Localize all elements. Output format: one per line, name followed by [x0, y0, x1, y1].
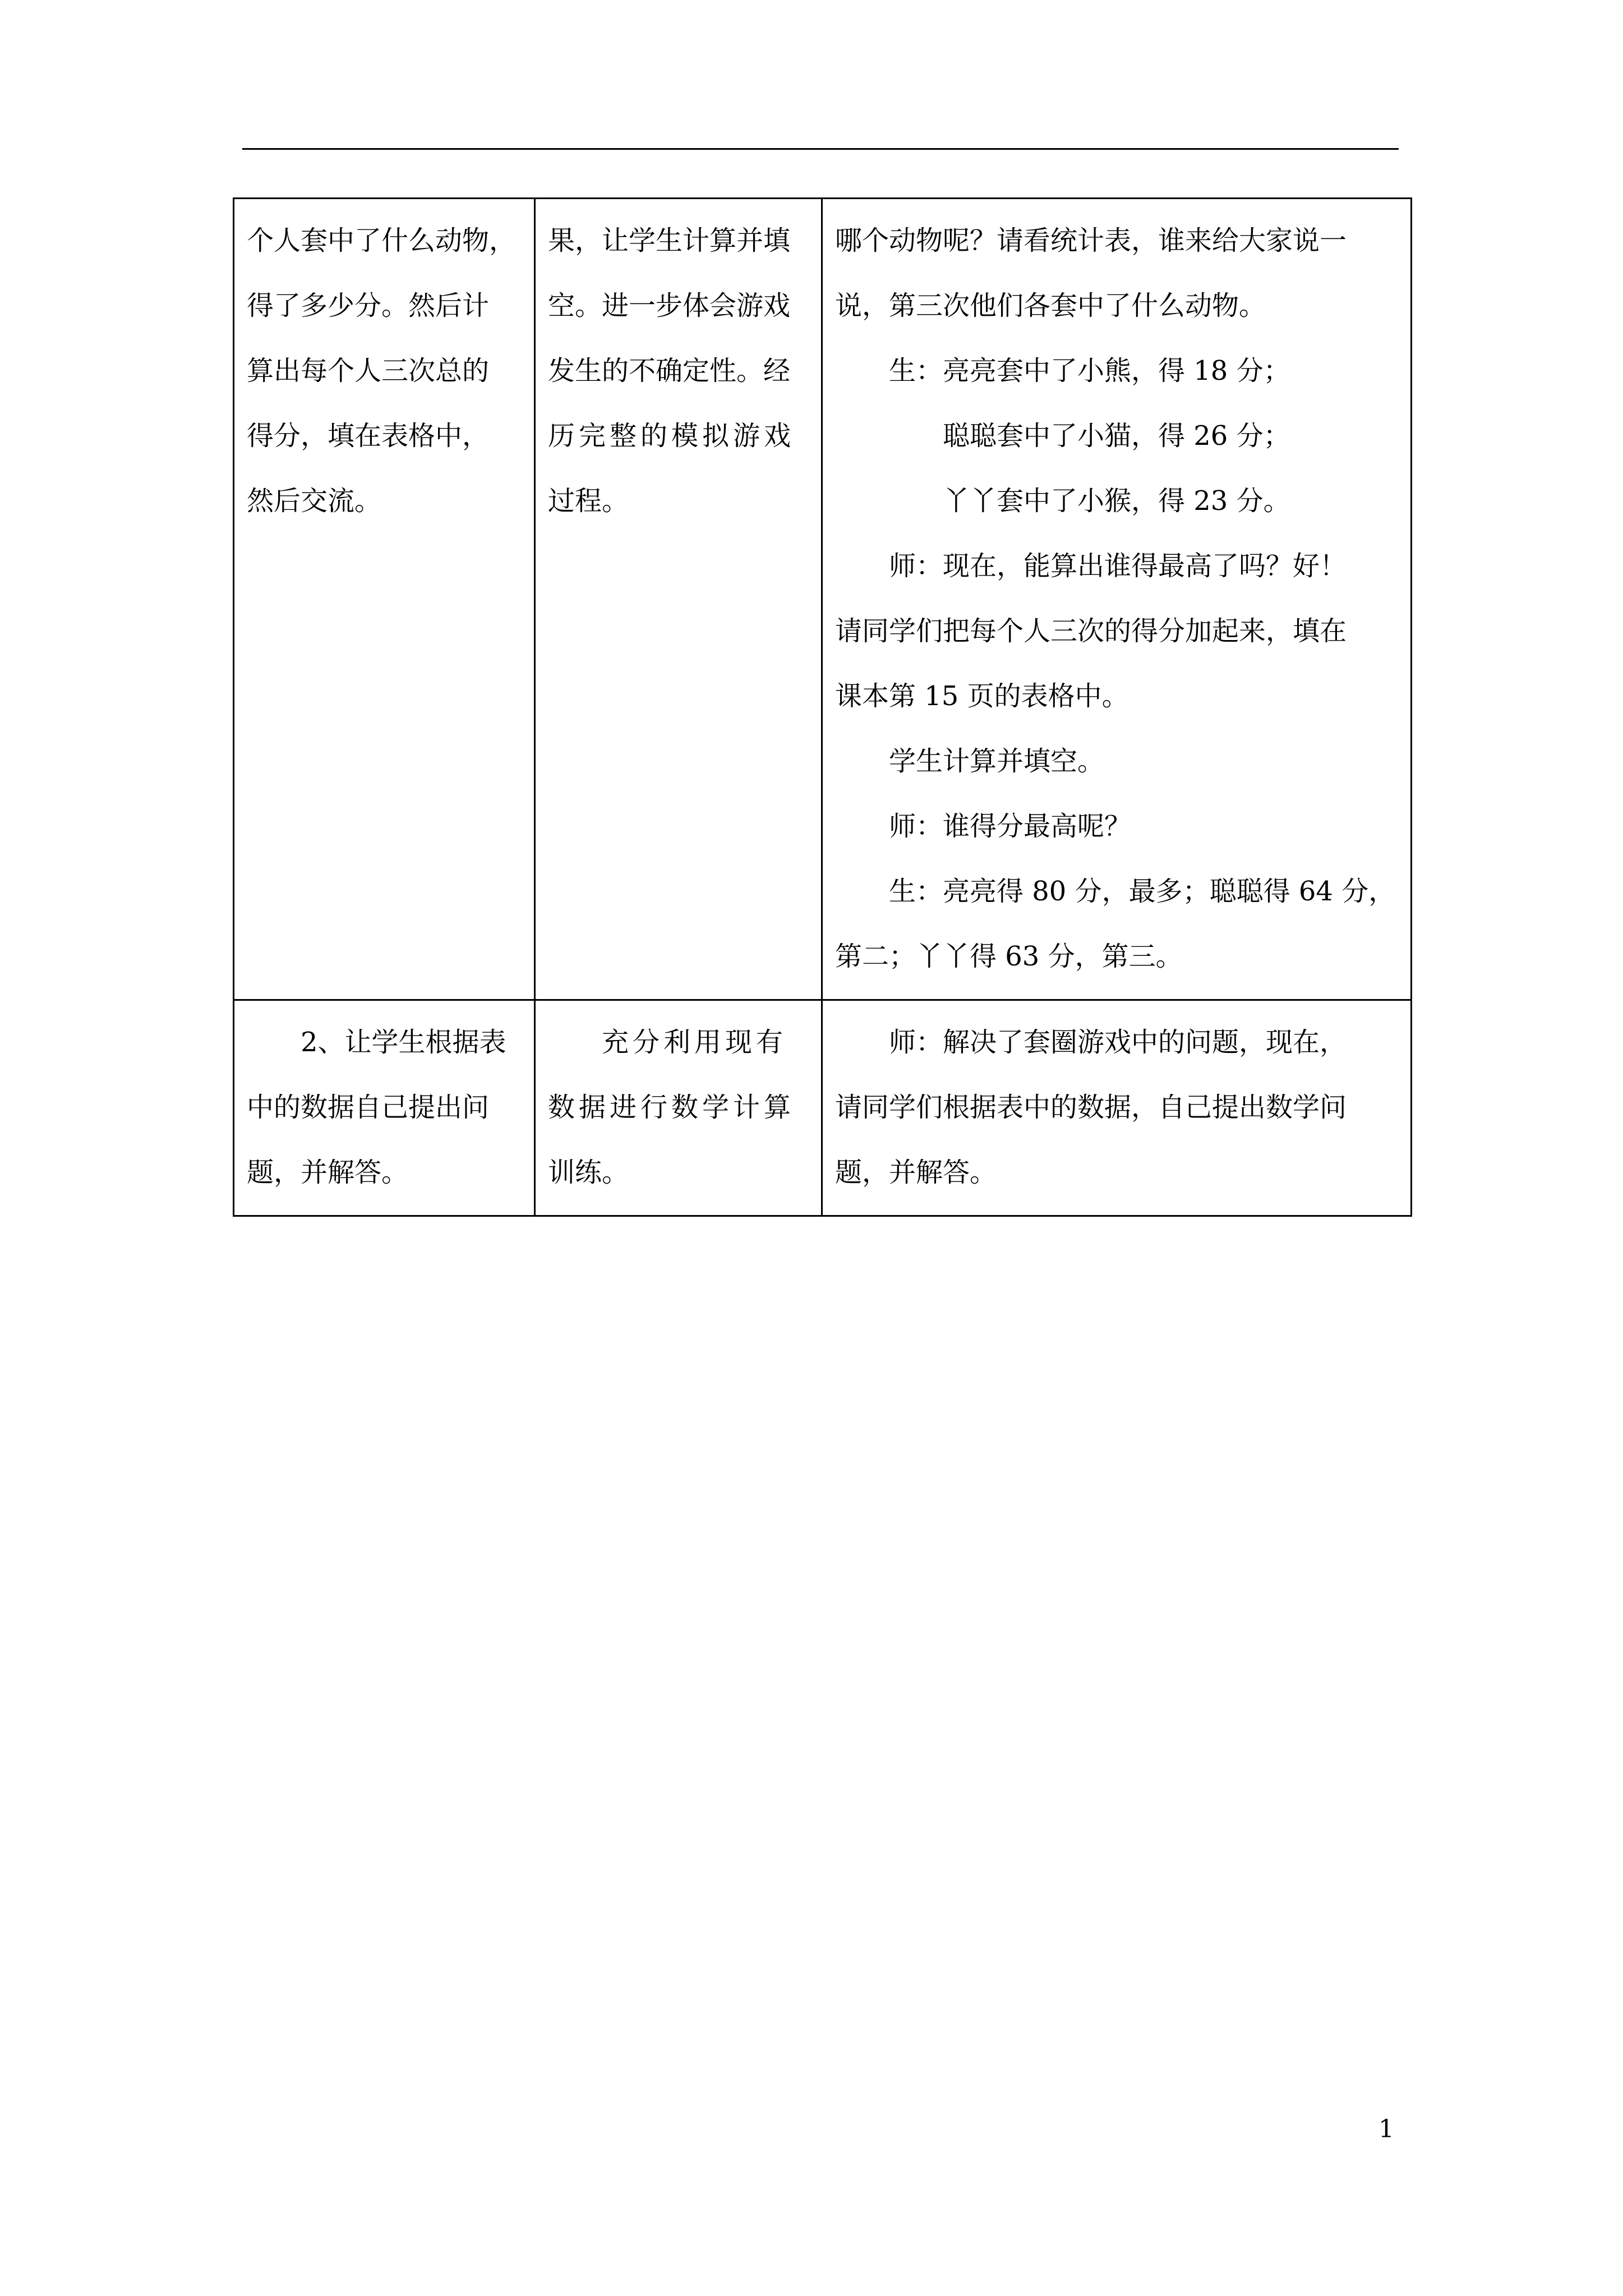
process-cell — [822, 1000, 1412, 1216]
text-line: 师：解决了套圈游戏中的问题，现在， — [889, 1027, 1347, 1058]
text-line: 过程。 — [548, 485, 629, 517]
lesson-plan-table — [233, 197, 1412, 1217]
text-line: 请同学们把每个人三次的得分加起来，填在 — [835, 615, 1347, 647]
text-line: 请同学们根据表中的数据，自己提出数学问 — [835, 1092, 1347, 1123]
text-line: 第二；丫丫得 63 分，第三。 — [835, 941, 1183, 972]
intent-cell — [535, 199, 822, 1000]
text-line: 学生计算并填空。 — [889, 746, 1105, 777]
text-line: 中的数据自己提出问 — [247, 1092, 490, 1123]
text-line: 生：亮亮套中了小熊，得 18 分； — [889, 355, 1290, 386]
process-cell — [822, 199, 1412, 1000]
text-line: 课本第 15 页的表格中。 — [835, 680, 1129, 712]
table-row — [234, 199, 1412, 1000]
intent-cell — [535, 1000, 822, 1216]
activity-cell — [234, 1000, 535, 1216]
text-line: 2、让学生根据表 — [301, 1027, 506, 1058]
text-line: 然后交流。 — [247, 485, 382, 517]
header-rule — [242, 148, 1399, 150]
page-number: 1 — [1378, 2115, 1394, 2143]
text-line: 个人套中了什么动物， — [247, 225, 517, 256]
text-line: 丫丫套中了小猴，得 23 分。 — [943, 485, 1290, 517]
activity-cell — [234, 199, 535, 1000]
text-line: 训练。 — [548, 1157, 629, 1188]
text-line: 题，并解答。 — [247, 1157, 409, 1188]
text-line: 得分，填在表格中， — [247, 420, 490, 452]
text-line: 历完整的模拟游戏 — [548, 420, 795, 452]
text-line: 生：亮亮得 80 分，最多；聪聪得 64 分， — [889, 876, 1396, 907]
text-line: 充分利用现有 — [602, 1027, 787, 1058]
text-line: 师：现在，能算出谁得最高了吗？好！ — [889, 550, 1347, 582]
text-line: 得了多少分。然后计 — [247, 290, 490, 321]
text-line: 发生的不确定性。经 — [548, 355, 791, 386]
text-line: 说，第三次他们各套中了什么动物。 — [835, 290, 1266, 321]
text-line: 题，并解答。 — [835, 1157, 997, 1188]
text-line: 算出每个人三次总的 — [247, 355, 490, 386]
text-line: 果，让学生计算并填 — [548, 225, 791, 256]
text-line: 哪个动物呢？请看统计表，谁来给大家说一 — [835, 225, 1347, 256]
text-line: 数据进行数学计算 — [548, 1092, 795, 1123]
text-line: 师：谁得分最高呢？ — [889, 811, 1132, 842]
text-line: 聪聪套中了小猫，得 26 分； — [943, 420, 1290, 452]
table-row — [234, 1000, 1412, 1216]
text-line: 空。进一步体会游戏 — [548, 290, 791, 321]
